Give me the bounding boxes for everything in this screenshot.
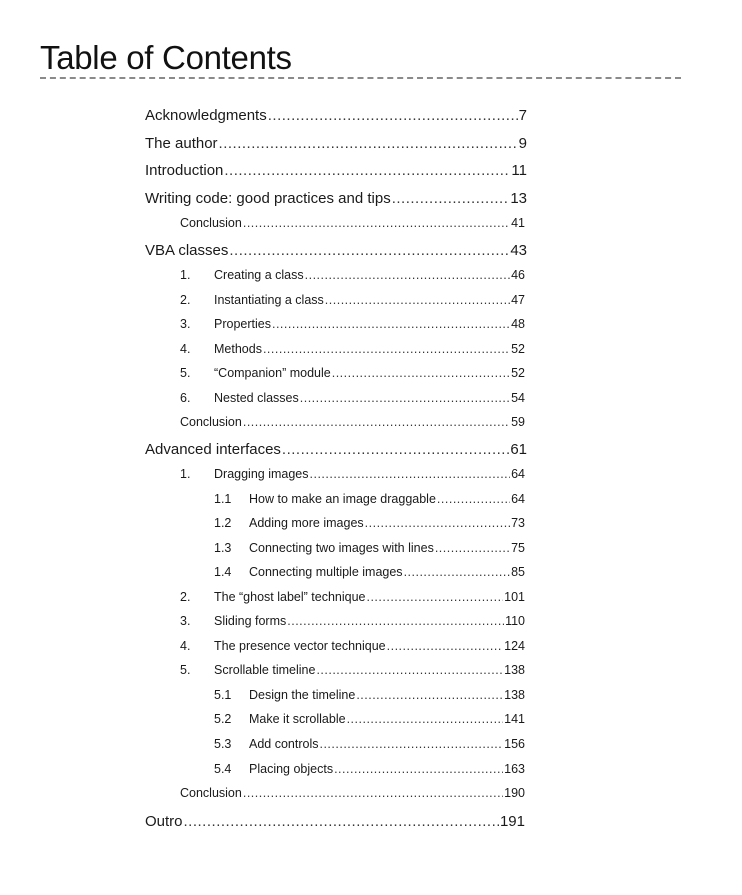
toc-page-number: 13 — [510, 190, 527, 207]
toc-entry-label: Methods — [214, 342, 262, 356]
toc-entry-design-timeline[interactable] — [214, 688, 525, 702]
toc-entry-writing-code[interactable] — [145, 190, 527, 207]
toc-entry-label: “Companion” module — [214, 366, 331, 380]
toc-entry-label: How to make an image draggable — [249, 492, 436, 506]
toc-entry-label: Introduction — [145, 162, 224, 179]
toc-dot-leader — [334, 762, 503, 776]
toc-entry-creating-a-class[interactable] — [180, 268, 525, 282]
toc-entry-label: Acknowledgments — [145, 107, 267, 124]
toc-page-number: 75 — [511, 541, 525, 555]
toc-entry-label: Design the timeline — [249, 688, 356, 702]
toc-entry-label: VBA classes — [145, 242, 229, 259]
toc-entry-label: Properties — [214, 317, 271, 331]
toc-entry-presence-vector[interactable] — [180, 639, 525, 653]
toc-page-number: 54 — [511, 391, 525, 405]
toc-entry-label: Writing code: good practices and tips — [145, 190, 391, 207]
toc-dot-leader — [224, 162, 510, 179]
toc-entry-label: Make it scrollable — [249, 712, 346, 726]
toc-entry-ghost-label[interactable] — [180, 590, 525, 604]
toc-entry-label: Nested classes — [214, 391, 299, 405]
toc-entry-connecting-multiple-images[interactable] — [214, 565, 525, 579]
toc-entry-number: 1.2 — [214, 516, 232, 530]
toc-page-number: 156 — [504, 737, 525, 751]
toc-entry-label: Placing objects — [249, 762, 334, 776]
toc-entry-nested-classes[interactable] — [180, 391, 525, 405]
toc-page-number: 43 — [510, 242, 527, 259]
toc-page-number: 141 — [504, 712, 525, 726]
toc-entry-dragging-images[interactable] — [180, 467, 525, 481]
toc-page-number: 11 — [511, 162, 527, 179]
toc-entry-number: 4. — [180, 342, 191, 356]
toc-entry-number: 2. — [180, 293, 191, 307]
toc-entry-label: The “ghost label” technique — [214, 590, 366, 604]
toc-page-number: 101 — [504, 590, 525, 604]
toc-entry-label: The author — [145, 135, 218, 152]
toc-dot-leader — [319, 737, 503, 751]
toc-entry-label: Advanced interfaces — [145, 441, 281, 458]
toc-entry-acknowledgments[interactable] — [145, 107, 527, 124]
toc-entry-make-scrollable[interactable] — [214, 712, 525, 726]
toc-entry-label: Conclusion — [180, 216, 242, 230]
toc-dot-leader — [310, 467, 511, 481]
toc-page-number: 64 — [511, 492, 525, 506]
toc-entry-number: 3. — [180, 614, 191, 628]
toc-dot-leader — [437, 492, 510, 506]
toc-dot-leader — [263, 342, 510, 356]
toc-page-number: 47 — [511, 293, 525, 307]
toc-entry-conclusion[interactable] — [180, 786, 525, 800]
toc-page-number: 124 — [504, 639, 525, 653]
toc-page-number: 64 — [511, 467, 525, 481]
toc-page-number: 191 — [499, 813, 525, 830]
toc-page-number: 163 — [504, 762, 525, 776]
toc-dot-leader — [435, 541, 510, 555]
toc-entry-number: 6. — [180, 391, 191, 405]
toc-dot-leader — [305, 268, 510, 282]
toc-entry-label: Adding more images — [249, 516, 364, 530]
toc-entry-label: Sliding forms — [214, 614, 287, 628]
toc-entry-properties[interactable] — [180, 317, 525, 331]
toc-dot-leader — [219, 135, 518, 152]
toc-entry-number: 3. — [180, 317, 191, 331]
toc-dot-leader — [365, 516, 510, 530]
toc-dot-leader — [229, 242, 509, 259]
toc-dot-leader — [392, 190, 510, 207]
toc-dot-leader — [243, 786, 503, 800]
toc-page-number: 41 — [511, 216, 525, 230]
toc-entry-number: 1. — [180, 268, 191, 282]
toc-page-number: 190 — [504, 786, 525, 800]
toc-page-number: 7 — [518, 107, 527, 124]
toc-page-number: 61 — [510, 441, 527, 458]
toc-entry-adding-more-images[interactable] — [214, 516, 525, 530]
toc-entry-label: Connecting two images with lines — [249, 541, 434, 555]
toc-entry-label: Dragging images — [214, 467, 309, 481]
toc-entry-connecting-two-images[interactable] — [214, 541, 525, 555]
toc-dot-leader — [272, 317, 510, 331]
toc-dot-leader — [184, 813, 499, 830]
toc-dot-leader — [387, 639, 504, 653]
toc-dot-leader — [356, 688, 503, 702]
toc-dot-leader — [300, 391, 510, 405]
toc-entry-companion-module[interactable] — [180, 366, 525, 380]
toc-entry-number: 5.2 — [214, 712, 232, 726]
toc-dot-leader — [325, 293, 510, 307]
toc-entry-add-controls[interactable] — [214, 737, 525, 751]
toc-entry-sliding-forms[interactable] — [180, 614, 525, 628]
toc-page-number: 9 — [518, 135, 527, 152]
page-title: Table of Contents — [40, 39, 292, 76]
toc-entry-label: Conclusion — [180, 415, 242, 429]
toc-dot-leader — [347, 712, 504, 726]
toc-entry-number: 5. — [180, 663, 191, 677]
toc-entry-label: Connecting multiple images — [249, 565, 403, 579]
toc-dot-leader — [287, 614, 504, 628]
toc-page-number: 48 — [511, 317, 525, 331]
toc-entry-label: Outro — [145, 813, 183, 830]
toc-page-number: 138 — [504, 688, 525, 702]
toc-entry-the-author[interactable] — [145, 135, 527, 152]
toc-page-number: 138 — [504, 663, 525, 677]
toc-entry-conclusion[interactable] — [180, 415, 525, 429]
toc-dot-leader — [366, 590, 503, 604]
toc-dot-leader — [243, 216, 510, 230]
toc-entry-number: 1. — [180, 467, 191, 481]
toc-entry-label: Creating a class — [214, 268, 304, 282]
toc-page-number: 52 — [511, 342, 525, 356]
toc-entry-number: 5.1 — [214, 688, 232, 702]
toc-entry-instantiating-a-class[interactable] — [180, 293, 525, 307]
toc-page-number: 59 — [511, 415, 525, 429]
toc-entry-advanced-interfaces[interactable] — [145, 441, 527, 458]
toc-entry-number: 5. — [180, 366, 191, 380]
toc-entry-make-image-draggable[interactable] — [214, 492, 525, 506]
toc-entry-placing-objects[interactable] — [214, 762, 525, 776]
toc-entry-number: 1.3 — [214, 541, 232, 555]
toc-page-number: 52 — [511, 366, 525, 380]
toc-entry-number: 2. — [180, 590, 191, 604]
toc-entry-label: The presence vector technique — [214, 639, 386, 653]
toc-page-number: 110 — [505, 614, 525, 628]
toc-entry-outro[interactable] — [145, 813, 525, 830]
toc-entry-number: 5.3 — [214, 737, 232, 751]
toc-dot-leader — [332, 366, 510, 380]
toc-entry-number: 1.4 — [214, 565, 232, 579]
toc-entry-label: Add controls — [249, 737, 319, 751]
toc-entry-vba-classes[interactable] — [145, 242, 527, 259]
toc-entry-number: 1.1 — [214, 492, 232, 506]
toc-dot-leader — [243, 415, 510, 429]
toc-entry-number: 4. — [180, 639, 191, 653]
toc-entry-conclusion[interactable] — [180, 216, 525, 230]
toc-entry-label: Instantiating a class — [214, 293, 324, 307]
toc-entry-scrollable-timeline[interactable] — [180, 663, 525, 677]
toc-page-number: 85 — [511, 565, 525, 579]
toc-dot-leader — [268, 107, 518, 124]
toc-dot-leader — [316, 663, 503, 677]
toc-dot-leader — [282, 441, 509, 458]
toc-page-number: 73 — [511, 516, 525, 530]
toc-entry-label: Conclusion — [180, 786, 242, 800]
toc-page-number: 46 — [511, 268, 525, 282]
toc-entry-introduction[interactable] — [145, 162, 527, 179]
toc-entry-label: Scrollable timeline — [214, 663, 316, 677]
toc-entry-methods[interactable] — [180, 342, 525, 356]
toc-dot-leader — [404, 565, 511, 579]
toc-entry-number: 5.4 — [214, 762, 232, 776]
